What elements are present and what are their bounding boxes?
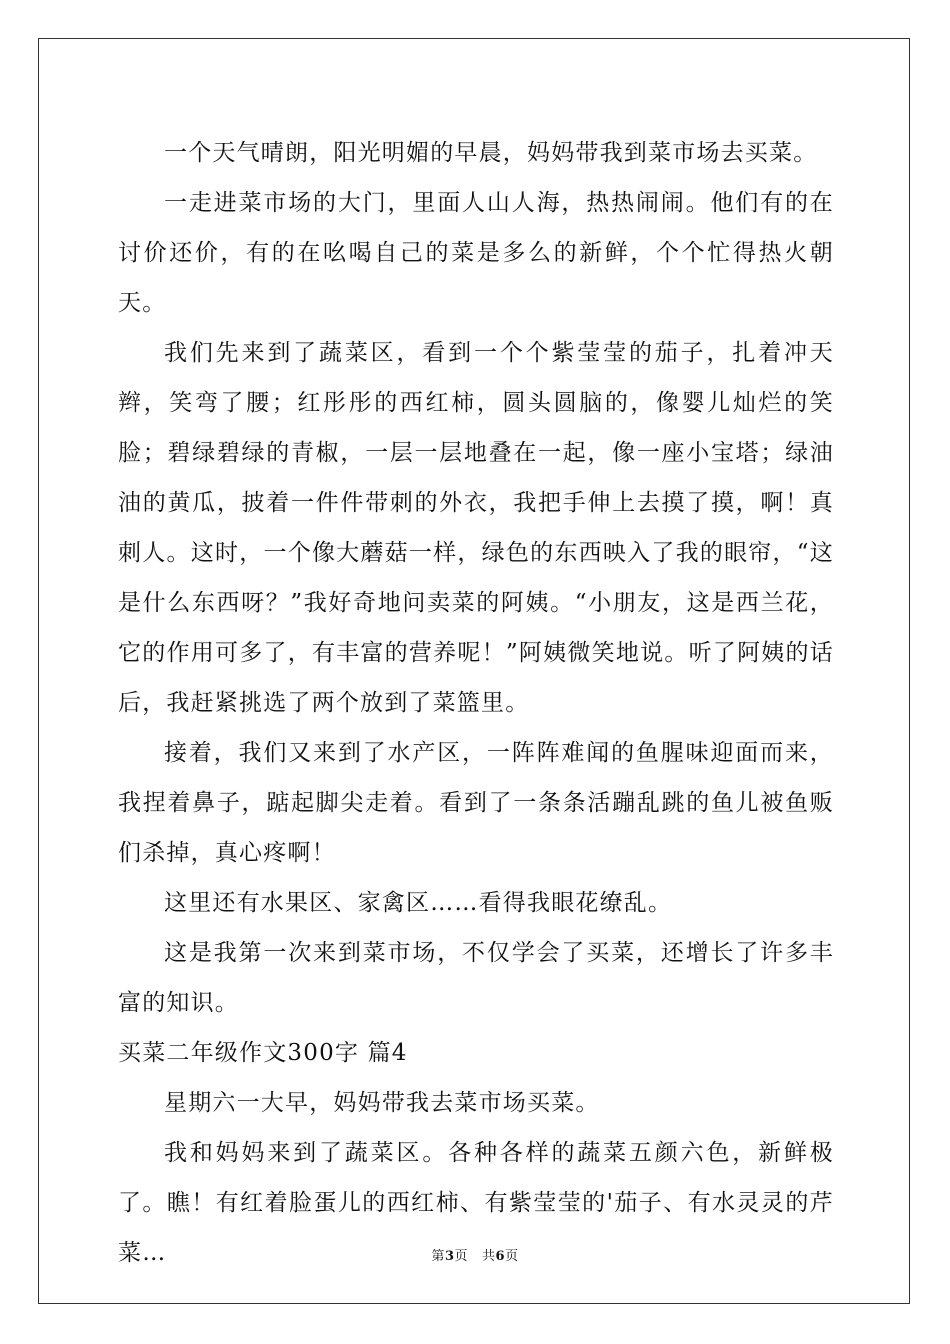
- page-prefix: 第: [431, 1249, 445, 1264]
- paragraph-5: 这里还有水果区、家禽区……看得我眼花缭乱。: [164, 890, 673, 916]
- total-prefix: 共: [482, 1249, 496, 1264]
- document-body: [118, 128, 834, 1278]
- paragraph-8: 我和妈妈来到了蔬菜区。各种各样的蔬菜五颜六色，新鲜极了。瞧！有红着脸蛋儿的西红柿、有紫莹莹的'茄子、有水灵灵的芹菜…: [118, 1140, 834, 1266]
- page-current: 3: [444, 1249, 455, 1264]
- page-total: 6: [495, 1249, 506, 1264]
- page-suffix: 页: [454, 1249, 468, 1264]
- paragraph-4: 接着，我们又来到了水产区，一阵阵难闻的鱼腥味迎面而来，我捏着鼻子，踮起脚尖走着。看到了一条条活蹦乱跳的鱼儿被鱼贩们杀掉，真心疼啊！: [118, 740, 834, 866]
- paragraph-7: 星期六一大早，妈妈带我去菜市场买菜。: [164, 1090, 600, 1116]
- paragraph-3: 我们先来到了蔬菜区，看到一个个紫莹莹的茄子，扎着冲天辫，笑弯了腰；红彤彤的西红柿，圆头圆脑的，像婴儿灿烂的笑脸；碧绿碧绿的青椒，一层一层地叠在一起，像一座小宝塔；绿油油的黄瓜，披着一件件带刺的外衣，我把手伸上去摸了摸，啊！真刺人。这时，一个像大蘑菇一样，绿色的东西映入了我的眼帘，“这是什么东西呀？”我好奇地问卖菜的阿姨。“小朋友，这是西兰花，它的作用可多了，有丰富的营养呢！”阿姨微笑地说。听了阿姨的话后，我赶紧挑选了两个放到了菜篮里。: [118, 340, 834, 716]
- page-footer: [0, 1248, 950, 1266]
- section-heading: 买菜二年级作文300字 篇4: [118, 1040, 408, 1066]
- paragraph-1: 一个天气晴朗，阳光明媚的早晨，妈妈带我到菜市场去买菜。: [164, 140, 818, 166]
- paragraph-2: 一走进菜市场的大门，里面人山人海，热热闹闹。他们有的在讨价还价，有的在吆喝自己的菜是多么的新鲜，个个忙得热火朝天。: [118, 190, 834, 316]
- paragraph-6: 这是我第一次来到菜市场，不仅学会了买菜，还增长了许多丰富的知识。: [118, 940, 834, 1016]
- total-suffix: 页: [505, 1249, 519, 1264]
